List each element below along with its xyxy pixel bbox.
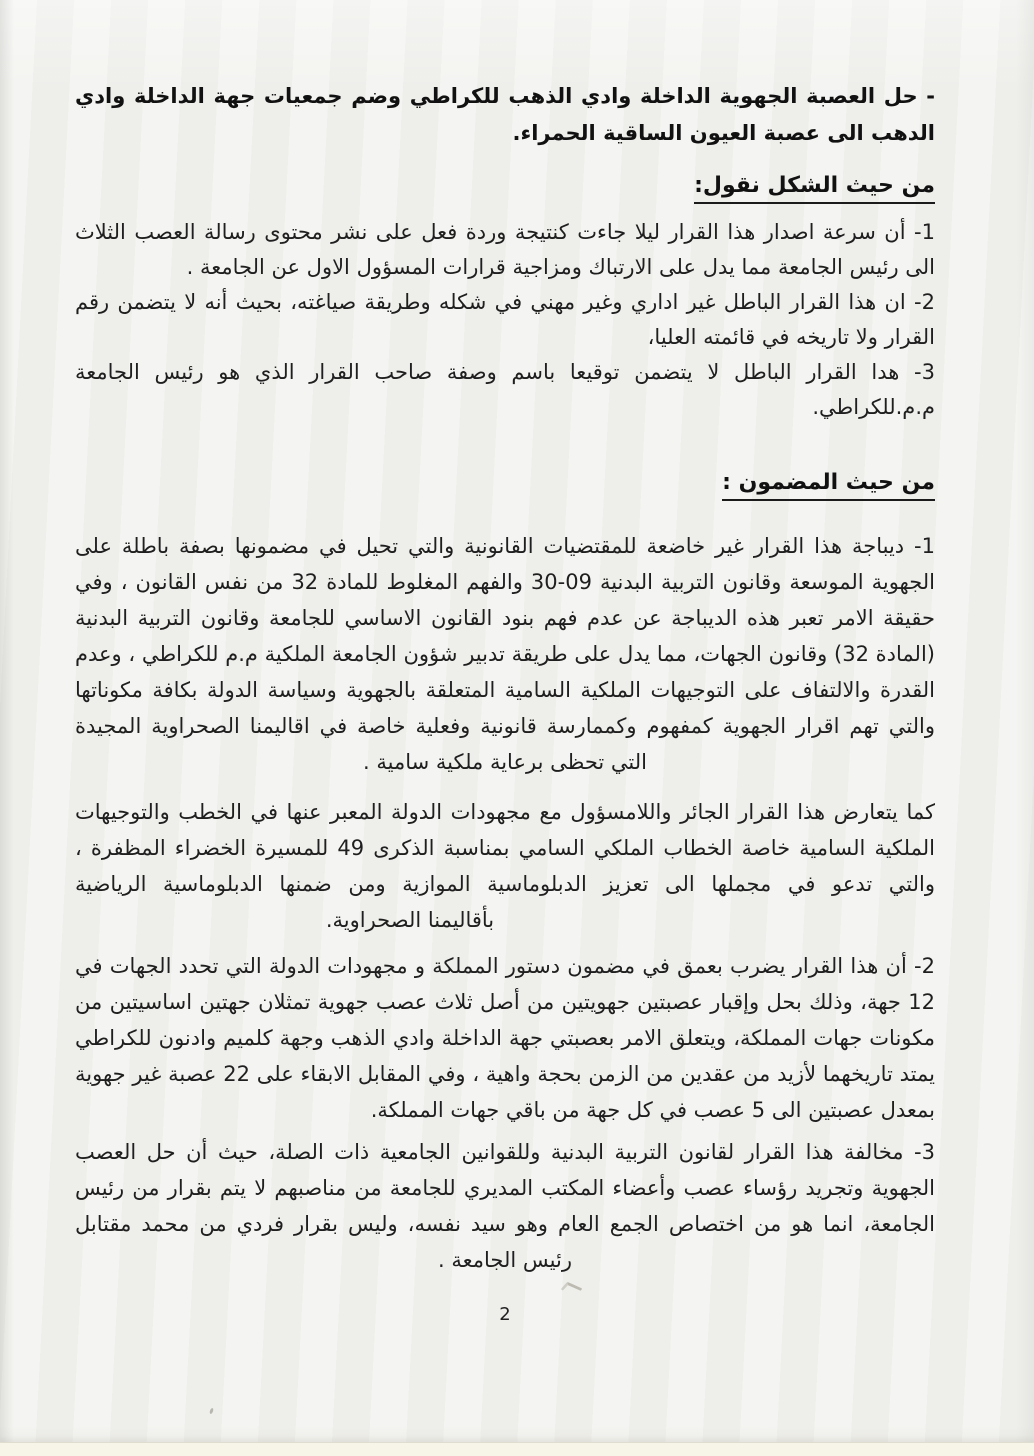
- paper-bottom-edge: [0, 1442, 1034, 1456]
- form-item-2: 2- ان هذا القرار الباطل غير اداري وغير مهني في شكله وطريقة صياغته، بحيث أنه لا يتضمن رقم القرار ولا تاريخه في قائمته العليا،: [75, 290, 935, 349]
- content-item-3-body: 3- مخالفة هذا القرار لقانون التربية البدنية وللقوانين الجامعية ذات الصلة، حيث أن حل العصب الجهوية وتجريد رؤساء عصب وأعضاء المكتب المديري للجامعة من مناصبهم لا يتم بقرار من رئيس الجامعة، انما هو من اختصاص الجمع العام وهو سيد نفسه، وليس بقرار فردي من محمد مقتابل: [75, 1140, 935, 1236]
- form-item-1: 1- أن سرعة اصدار هذا القرار ليلا جاءت كنتيجة وردة فعل على نشر محتوى رسالة العصب الثلاث الى رئيس الجامعة مما يدل على الارتباك ومزاجية قرارات المسؤول الاول عن الجامعة .: [75, 220, 935, 279]
- page-number: 2: [499, 1304, 511, 1325]
- form-section-items: [75, 215, 935, 425]
- content-item-2: 2- أن هذا القرار يضرب بعمق في مضمون دستور المملكة و مجهودات الدولة التي تحدد الجهات في 12 جهة، وذلك بحل وإقبار عصبتين جهويتين من أصل ثلاث عصب جهوية تمثلان جهتين اساسيتين من مكونات جهات المملكة، ويتعلق الامر بعصبتي جهة الداخلة وادي الذهب وجهة كلميم وادنون للكراطي يمتد تاريخهما لأزيد من عقدين من الزمن بحجة واهية ، وفي المقابل الابقاء على 22 عصبة غير جهوية بمعدل عصبتين الى 5 عصب في كل جهة من باقي جهات المملكة.: [75, 954, 935, 1122]
- form-item-3: 3- هدا القرار الباطل لا يتضمن توقيعا باسم وصفة صاحب القرار الذي هو رئيس الجامعة م.م.للكراطي.: [75, 360, 935, 419]
- scan-artifact-speck: [209, 1408, 214, 1415]
- content-item-1-tail: التي تحظى برعاية ملكية سامية .: [363, 750, 647, 774]
- form-section-heading: من حيث الشكل نقول:: [694, 174, 935, 204]
- content-item-1-body: 1- ديباجة هذا القرار غير خاضعة للمقتضيات القانونية والتي تحيل في مضمونها بصفة باطلة على الجهوية الموسعة وقانون التربية البدنية 09-30 والفهم المغلوط للمادة 32 من نفس القانون ، وفي حقيقة الامر تعبر هذه الديباجة عن عدم فهم بنود القانون الاساسي للجامعة وقانون التربية البدنية (المادة 32) وقانون الجهات، مما يدل على طريقة تدبير شؤون الجامعة الملكية م.م للكراطي ، وعدم القدرة والالتفاف على التوجيهات الملكية السامية المتعلقة بالجهوية وسياسة الدولة بكافة مكوناتها والتي تهم اقرار الجهوية كمفهوم وكممارسة قانونية وفعلية خاصة في اقاليمنا الصحراوية المجيدة: [75, 534, 936, 738]
- content-section-heading: من حيث المضمون :: [722, 471, 935, 501]
- document-content: [75, 0, 935, 1325]
- supporting-paragraph-tail: بأقاليمنا الصحراوية.: [325, 908, 495, 932]
- content-item-3-tail: رئيس الجامعة .: [438, 1248, 572, 1272]
- content-section-heading-row: [75, 471, 935, 501]
- intro-paragraph: - حل العصبة الجهوية الداخلة وادي الذهب للكراطي وضم جمعيات جهة الداخلة وادي الدهب الى عصبة العيون الساقية الحمراء.: [75, 84, 935, 145]
- supporting-paragraph-body: كما يتعارض هذا القرار الجائر واللامسؤول مع مجهودات الدولة المعبر عنها في الخطب والتوجيهات الملكية السامية خاصة الخطاب الملكي السامي بمناسبة الذكرى 49 للمسيرة الخضراء المظفرة ، والتي تدعو في مجملها الى تعزيز الدبلوماسية الموازية ومن ضمنها الدبلوماسية الرياضية: [75, 800, 935, 896]
- form-section-heading-row: [75, 174, 935, 204]
